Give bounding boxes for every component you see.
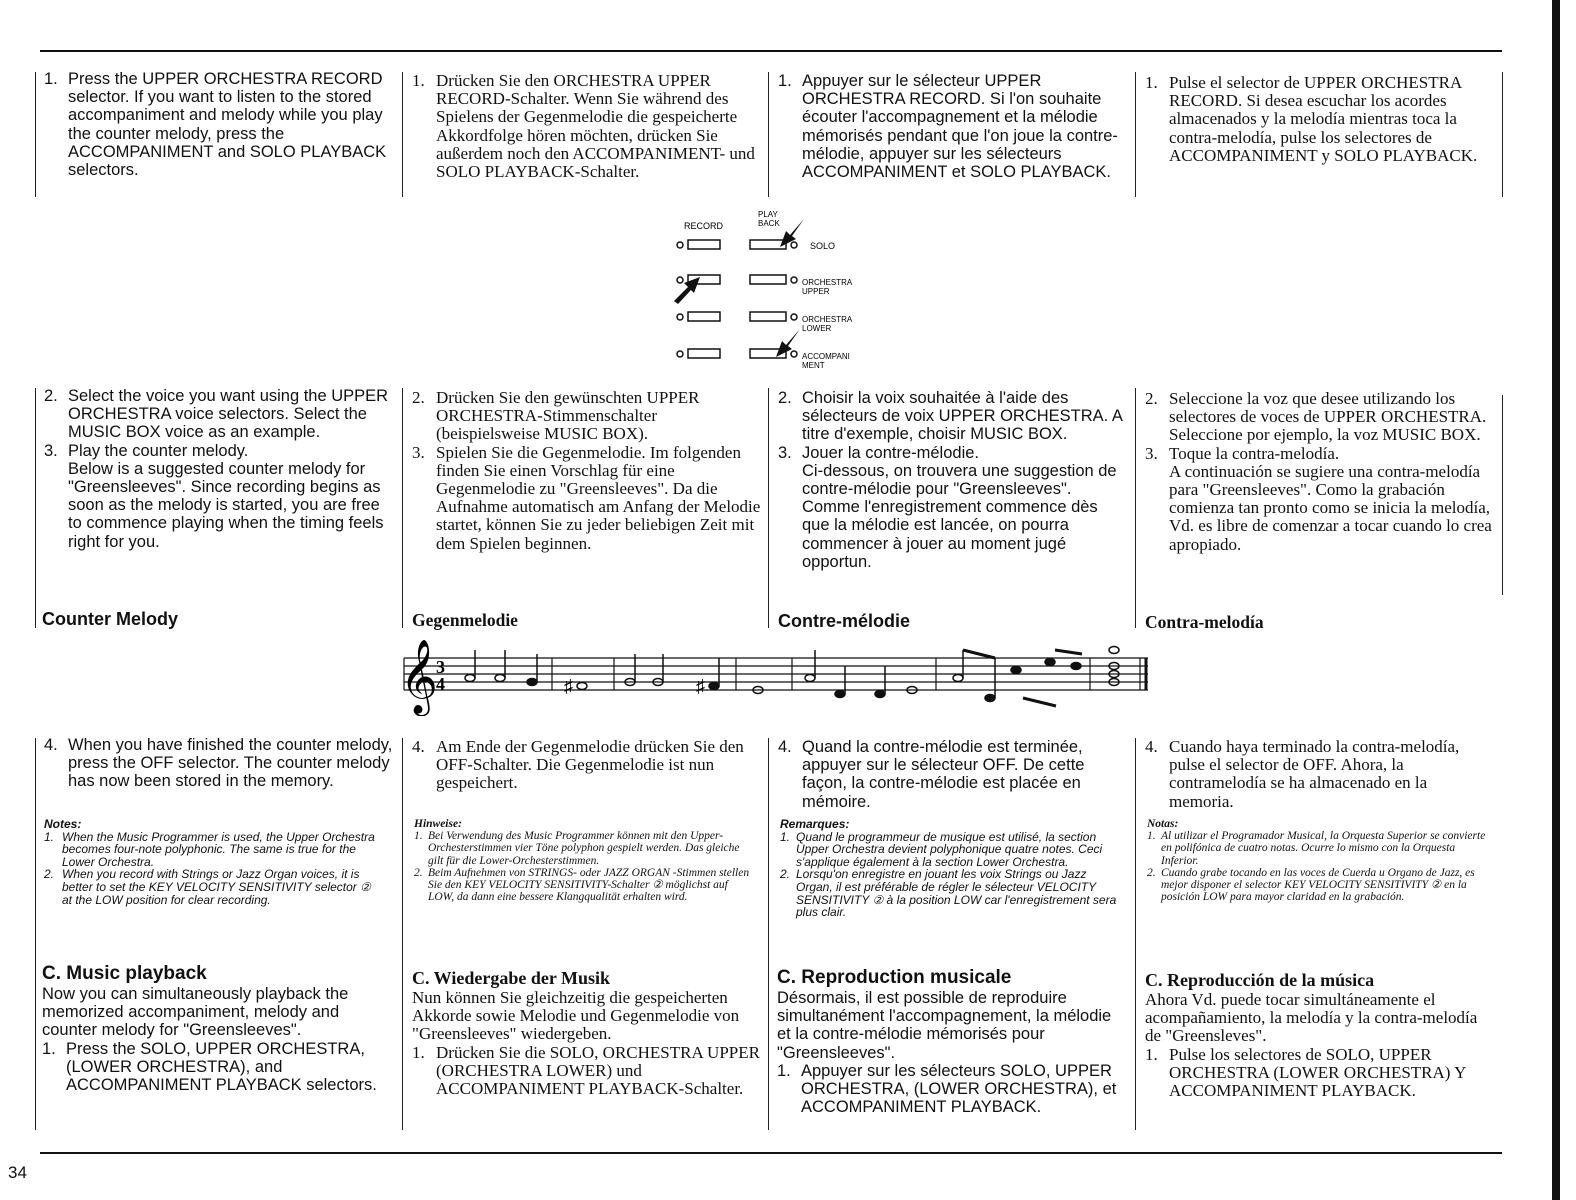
time-signature: 3 <box>436 657 445 677</box>
column-bar <box>768 388 769 628</box>
list-item: 4. Am Ende der Gegenmelodie drücken Sie den OFF-Schalter. Die Gegenmelodie ist nun gespeichert. <box>412 737 744 793</box>
column-bar <box>1135 72 1136 197</box>
section-heading: Counter Melody <box>42 609 179 629</box>
column-bar <box>402 738 403 1130</box>
list-item: 1. Press the UPPER ORCHESTRA RECORD selector. If you want to listen to the stored accompaniment and melody while you play the counter melody, press the ACCOMPANIMENT and SOLO PLAYBACK selectors. <box>44 70 387 180</box>
note-item: 1. Bei Verwendung des Music Programmer können mit den Upper-Orchesterstimmen vier Töne polyphon gespielt werden. Das gleiche gilt für die Lower-Orchesterstimmen. <box>414 830 740 867</box>
paragraph: Below is a suggested counter melody for "Greensleeves". Since recording begins as soon as the melody is started, you are free to commence playing when the timing feels right for you. <box>68 459 384 551</box>
column-bar <box>35 72 36 197</box>
note-item: 1. When the Music Programmer is used, the Upper Orchestra becomes four-note polyphonic. The same is true for the Lower Orchestra. <box>44 829 375 869</box>
notes-label: Notes: <box>44 817 82 831</box>
column-bar <box>1135 738 1136 1130</box>
playback-buttons <box>750 240 797 358</box>
column-bar <box>402 72 403 197</box>
note-item: 1. Al utilizar el Programador Musical, la Orquesta Superior se convierte en polifónica de cuatro notas. Ocurre lo mismo con la Orquesta Inferior. <box>1147 830 1486 867</box>
section-heading: Contra-melodía <box>1145 612 1264 632</box>
fr-step1 <box>778 72 1128 181</box>
section-heading: C. Reproducción de la música <box>1145 970 1375 990</box>
sharp-icon: ♯ <box>696 676 705 696</box>
sharp-icon: ♯ <box>564 676 573 696</box>
list-item: 1. Drücken Sie die SOLO, ORCHESTRA UPPER (ORCHESTRA LOWER) und ACCOMPANIMENT PLAYBACK-Schalter. <box>412 1042 760 1099</box>
fr-steps-2-3 <box>778 389 1123 571</box>
list-item: 3. Jouer la contre-mélodie. <box>778 443 980 462</box>
note-item: 2. When you record with Strings or Jazz Organ voices, it is better to set the KEY VELOCITY SENSITIVITY selector ② at the LOW position for clear recording. <box>44 867 371 907</box>
es-step1 <box>1145 74 1495 165</box>
playback-label: PLAY <box>758 210 778 219</box>
list-item: 1. Pulse los selectores de SOLO, UPPER ORCHESTRA (LOWER ORCHESTRA) Y ACCOMPANIMENT PLAYBACK. <box>1145 1044 1466 1101</box>
en-step1 <box>44 70 389 179</box>
en-music-playback <box>42 963 394 1094</box>
panel-row-label: MENT <box>802 361 825 370</box>
note-item: 1. Quand le programmeur de musique est utilisé, la section Upper Orchestra devient polyphonique quatre notes. Ceci s'applique également à la section Lower Orchestra. <box>780 829 1103 869</box>
list-item: 4. Quand la contre-mélodie est terminée, appuyer sur le sélecteur OFF. De cette façon, la contre-mélodie est placée en mémoire. <box>778 738 1085 811</box>
notes-label: Remarques: <box>780 817 850 831</box>
paragraph: Ahora Vd. puede tocar simultáneamente el acompañamiento, la melodía y la contra-melodía de "Greensleves". <box>1145 990 1478 1046</box>
paragraph: Désormais, il est possible de reproduire simultanément l'accompagnement, la mélodie et la contre-mélodie mémorisés pour "Greensleeves". <box>777 989 1112 1062</box>
treble-clef-icon: 𝄞 <box>400 641 438 712</box>
list-item: 1. Pulse el selector de UPPER ORCHESTRA RECORD. Si desea escuchar los acordes almacenados y la melodía mientras toca la contra-melodía, pulse los selectores de ACCOMPANIMENT y SOLO PLAYBACK. <box>1145 73 1478 165</box>
column-bar <box>402 388 403 628</box>
time-signature: 4 <box>436 674 445 694</box>
de-step4 <box>412 738 757 793</box>
panel-row-label: LOWER <box>802 324 832 333</box>
section-heading: Gegenmelodie <box>412 610 518 630</box>
list-item: 2. Seleccione la voz que desee utilizando los selectores de voces de UPPER ORCHESTRA. Seleccione por ejemplo, la voz MUSIC BOX. <box>1145 389 1487 445</box>
column-bar <box>1502 72 1503 197</box>
de-step1 <box>412 72 760 181</box>
panel-row-label: ACCOMPANI <box>802 352 850 361</box>
column-bar <box>1502 395 1503 595</box>
list-item: 3. Toque la contra-melodía. <box>1145 443 1340 463</box>
en-notes <box>44 818 384 906</box>
section-heading: C. Reproduction musicale <box>777 967 1012 988</box>
panel-row-label: ORCHESTRA <box>802 315 853 324</box>
note-item: 2. Lorsqu'on enregistre en jouant les voix Strings ou Jazz Organ, il est préférable de régler le sélecteur VELOCITY SENSITIVITY ② à la position LOW car l'enregistrement sera plus clair. <box>780 867 1117 920</box>
panel-row-label: ORCHESTRA <box>802 278 853 287</box>
bottom-rule <box>40 1152 1502 1154</box>
list-item: 1. Press the SOLO, UPPER ORCHESTRA, (LOWER ORCHESTRA), and ACCOMPANIMENT PLAYBACK selectors. <box>42 1039 377 1095</box>
en-steps-2-3 <box>44 387 394 551</box>
section-heading: C. Wiedergabe der Musik <box>412 968 611 988</box>
es-music-playback <box>1145 969 1495 1100</box>
list-item: 3. Spielen Sie die Gegenmelodie. Im folgenden finden Sie einen Vorschlag für eine Gegenmelodie zu "Greensleeves". Da die Aufnahme automatisch am Anfang der Melodie startet, können Sie zu jeder beliebigen Zeit mit dem Spielen beginnen. <box>412 442 761 553</box>
paragraph: Ci-dessous, on trouvera une suggestion de contre-mélodie pour "Greensleeves". Comme l'enregistrement commence dès que la mélodie est lancée, on pourra commencer à jouer au moment jugé opportun. <box>802 461 1117 571</box>
column-bar <box>35 388 36 628</box>
fr-notes <box>780 818 1125 919</box>
record-playback-panel-diagram <box>668 205 888 375</box>
section-heading: C. Music playback <box>42 963 207 984</box>
playback-label: BACK <box>758 219 780 228</box>
es-step4 <box>1145 738 1490 811</box>
paragraph: A continuación se sugiere una contra-melodía para "Greensleeves". Como la grabación comienza tan pronto como se inicia la melodía, Vd. es libre de comenzar a tocar cuando lo crea apropiado. <box>1169 461 1492 554</box>
note-item: 2. Beim Aufnehmen von STRINGS- oder JAZZ ORGAN -Stimmen stellen Sie den KEY VELOCITY SENSITIVITY-Schalter ② möglichst auf LOW, da dann eine bessere Klangqualität erhalten wird. <box>414 866 750 904</box>
list-item: 4. Cuando haya terminado la contra-melodía, pulse el selector de OFF. Ahora, la contramelodía se ha almacenado en la memoria. <box>1145 737 1460 811</box>
panel-row-label: SOLO <box>810 241 836 251</box>
es-steps-2-3 <box>1145 390 1495 554</box>
notes-label: Hinweise: <box>414 818 462 830</box>
column-bar <box>1135 388 1136 628</box>
list-item: 2. Select the voice you want using the UPPER ORCHESTRA voice selectors. Select the MUSIC BOX voice as an example. <box>44 387 389 442</box>
counter-melody-score <box>396 636 1156 716</box>
right-edge-bar <box>1552 0 1560 1200</box>
de-steps-2-3 <box>412 389 762 553</box>
paragraph: Nun können Sie gleichzeitig die gespeicherten Akkorde sowie Melodie und Gegenmelodie von "Greensleeves" wiedergeben. <box>412 988 740 1044</box>
record-label: RECORD <box>684 221 724 231</box>
de-music-playback <box>412 967 762 1098</box>
es-notes <box>1147 818 1487 903</box>
list-item: 1. Drücken Sie den ORCHESTRA UPPER RECORD-Schalter. Wenn Sie während des Spielens der Gegenmelodie die gespeicherte Akkordfolge hören möchten, drücken Sie außerdem noch den ACCOMPANIMENT- und SOLO PLAYBACK-Schalter. <box>412 71 755 182</box>
record-buttons <box>677 240 720 358</box>
list-item: 1. Appuyer sur le sélecteur UPPER ORCHESTRA RECORD. Si l'on souhaite écouter l'accompagnement et la mélodie mémorisés pendant que l'on joue la contre-mélodie, appuyer sur les sélecteurs ACCOMPANIMENT et SOLO PLAYBACK. <box>778 72 1118 182</box>
notes-label: Notas: <box>1147 818 1179 830</box>
note-item: 2. Cuando grabe tocando en las voces de Cuerda u Organo de Jazz, es mejor disponer el selector KEY VELOCITY SENSITIVITY ② en la posición LOW para mayor claridad en la grabación. <box>1147 866 1475 904</box>
column-bar <box>768 72 769 197</box>
column-bar <box>35 738 36 1130</box>
list-item: 3. Play the counter melody. <box>44 441 249 460</box>
de-notes <box>414 818 754 903</box>
top-rule <box>40 50 1502 52</box>
fr-step4 <box>778 738 1123 811</box>
panel-row-label: UPPER <box>802 287 830 296</box>
column-bar <box>768 738 769 1130</box>
list-item: 2. Choisir la voix souhaitée à l'aide des sélecteurs de voix UPPER ORCHESTRA. A titre d'exemple, choisir MUSIC BOX. <box>778 389 1123 444</box>
en-step4 <box>44 736 394 791</box>
list-item: 2. Drücken Sie den gewünschten UPPER ORCHESTRA-Stimmenschalter (beispielsweise MUSIC BOX). <box>412 388 700 444</box>
fr-music-playback <box>777 967 1127 1116</box>
page-number: 34 <box>8 1163 27 1182</box>
list-item: 4. When you have finished the counter melody, press the OFF selector. The counter melody has now been stored in the memory. <box>44 736 393 791</box>
list-item: 1. Appuyer sur les sélecteurs SOLO, UPPER ORCHESTRA, (LOWER ORCHESTRA), et ACCOMPANIMENT PLAYBACK. <box>777 1061 1117 1117</box>
paragraph: Now you can simultaneously playback the memorized accompaniment, melody and counter melody for "Greensleeves". <box>42 985 349 1040</box>
section-heading: Contre-mélodie <box>778 611 911 631</box>
